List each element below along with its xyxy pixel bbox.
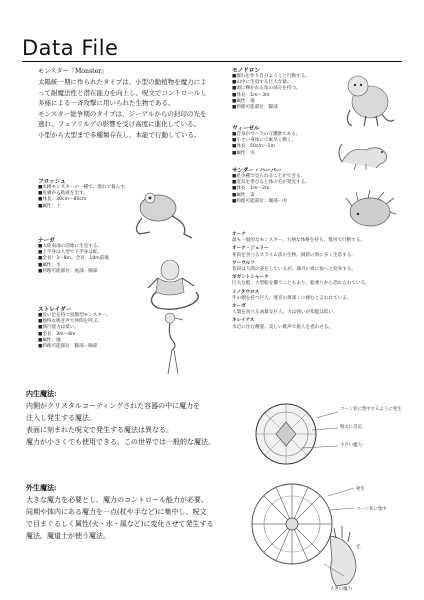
lore-desc: 水辺に住む精霊。美しい歌声で旅人を惑わせる。 xyxy=(232,324,334,330)
outer-magic-line: 大きな魔力を必要とし、魔力のコントロール能力が必要。 xyxy=(26,496,208,504)
bird-illustration xyxy=(150,310,190,376)
monster-intro xyxy=(38,77,228,140)
diagram1-label: 小さい魔力 xyxy=(340,443,362,448)
lore-desc: 普段は人間の姿をしているが、満月の夜に狼へと変身する。 xyxy=(232,267,357,273)
weasel-illustration xyxy=(336,132,394,172)
outer-magic-line: 魔法。魔道士が使う魔法。 xyxy=(26,532,110,540)
creature-entry xyxy=(38,236,133,275)
monster-heading: モンスター『Monster』 xyxy=(38,68,108,75)
lore-entry xyxy=(232,275,402,287)
outer-magic-line: 同期や体内にある魔力を一点(杖や手など)に集中し、呪文 xyxy=(26,508,207,516)
outer-magic-title: 外生魔法: xyxy=(26,483,57,492)
creature-entry xyxy=(38,305,133,350)
lore-entry xyxy=(232,232,402,244)
outer-magic-section xyxy=(26,482,236,542)
creature-entry xyxy=(232,124,342,157)
lore-entry xyxy=(232,290,402,302)
lore-name: ワーウルフ xyxy=(232,260,255,266)
lore-entry xyxy=(232,246,402,258)
diagram1-label: コーン状に集中するように発生 xyxy=(340,407,402,412)
inner-magic-line: 表面に刻まれた呪文で発生する魔法は異なる。 xyxy=(26,426,173,434)
diagram2-label: 大きい魔力 xyxy=(330,587,352,592)
lore-name: オーク xyxy=(232,232,246,237)
creature-desc: ■自身がサハラの守護獣である。 ■小さい身体にて素早く動く。 ■体長：50cm〜1m ■属性：水 xyxy=(232,132,301,156)
intro-line: 多様による一斉攻撃に用いられた生物である。 xyxy=(38,99,175,107)
frog-illustration xyxy=(128,184,198,240)
intro-line: 逃れ、フェアリルゲの影響を受け高度に進化している。 xyxy=(38,120,201,128)
inner-magic-line: 内側がクリスタルコーティングされた容器の中に魔力を xyxy=(26,402,201,410)
outer-magic-diagram xyxy=(240,476,380,590)
creature-entry xyxy=(38,177,133,210)
inner-magic-section xyxy=(26,388,236,448)
creature-name: ストレイダー xyxy=(38,307,72,313)
lore-desc: 死肉を食べるスライム状の生物。洞窟の奥に多く生息する。 xyxy=(232,252,356,258)
creature-desc: ■群れを作り自分ようこと行動する。 ■山中に生息する巨大な猿。 ■頭に輝かれる角の部分を持つ。 ■体長：1m〜3m ■属性：地 ■料理可能部位：脚部 xyxy=(232,74,310,111)
lore-desc: 最も一般的なモンスター。大柄な体格を持ち、集団で行動する。 xyxy=(232,238,365,244)
diagram2-label: 発生 xyxy=(356,487,365,492)
intro-line: 太陽統一期に作られたタイプは、小型の動植物を魔力によ xyxy=(38,78,207,86)
title-rule xyxy=(22,61,402,62)
creature-name: サンダー・ハーバー xyxy=(232,168,282,174)
diagram2-label: コーン状に集中 xyxy=(356,507,387,512)
creature-desc: ■水棲モンスターの一種で、群れで暮らす。 ■皮膚から粘液を出す。 ■体長：30cm〜80cm ■属性：土 xyxy=(38,185,130,209)
lore-desc: 巨大な鮫。大型船を襲うこともあり、船乗りから恐れられている。 xyxy=(232,281,370,287)
creature-entry xyxy=(232,166,332,205)
naga-illustration xyxy=(140,252,206,312)
lore-name: ネレイアス xyxy=(232,318,255,324)
monkey-illustration xyxy=(336,70,398,128)
diagram1-label: 呪文に反応 xyxy=(340,425,362,430)
diagram2-label: 光 xyxy=(356,545,361,550)
intro-line: 小型から大型まで多種類存在し、本能で行動している。 xyxy=(38,130,201,139)
creature-desc: ■希少種で見られることができる。 ■電気を帯びると体の毛が発光する。 ■体長：1m〜2m ■属性：雷 ■料理可能部位：翼部・肉 xyxy=(232,174,310,204)
lore-list xyxy=(232,232,402,331)
hedgehog-illustration xyxy=(344,190,396,230)
creature-desc: ■大陸南部の沼地に生息する。 ■上半身は人型で下半身は蛇。 ■全長：3〜8m。全長：10m前後 ■属性：水 ■料理可能部位：尾部・胴部 xyxy=(38,244,109,274)
inner-magic-line: 魔力が小さくても使用できる、この世界では一般的な魔法。 xyxy=(26,438,215,446)
creature-name: ヴィーゼル xyxy=(232,126,260,132)
inner-magic-title: 内生魔法: xyxy=(26,389,57,398)
intro-line: って耐魔法性と潜在能力を向上し、呪文でコントロールし xyxy=(38,88,207,97)
crystal-sphere-diagram xyxy=(240,390,340,470)
creature-name: モノドロン xyxy=(232,68,260,74)
page-title: Data File xyxy=(22,36,119,60)
lore-desc: 牛の頭を持つ巨人。迷宮の奥深くに棲むと言われている。 xyxy=(232,295,352,301)
lore-entry xyxy=(232,261,402,273)
creature-desc: ■長い足を持つ鳥類型モンスター。 ■独特な鳴き声で仲間を呼ぶ。 ■飛行能力は低い。 ■全長：3m〜8m ■属性：風 ■料理可能部位：脚部・胸部 xyxy=(38,313,111,350)
creature-name: ナーガ xyxy=(38,238,55,244)
lore-name: ミノタウロス xyxy=(232,289,260,295)
lore-name: オーク・ジェリー xyxy=(232,246,269,252)
creature-entry xyxy=(232,66,342,111)
lore-entry xyxy=(232,318,402,330)
lore-entry xyxy=(232,304,402,316)
lore-name: ギガントシャーク xyxy=(232,275,269,281)
lore-name: オーガ xyxy=(232,304,246,310)
creature-name: フロッシュ xyxy=(38,179,66,185)
inner-magic-line: 注入し発生する魔法。 xyxy=(26,414,96,422)
outer-magic-line: で目まぐるしく属性(火・水・風など)に変化させて発生する xyxy=(26,520,214,528)
lore-desc: 人間を食べる凶暴な巨人。力は強いが知能は低い。 xyxy=(232,310,338,316)
intro-line: モンスター総争期のタイプは、ジーゲルからの封印の光を xyxy=(38,109,207,118)
